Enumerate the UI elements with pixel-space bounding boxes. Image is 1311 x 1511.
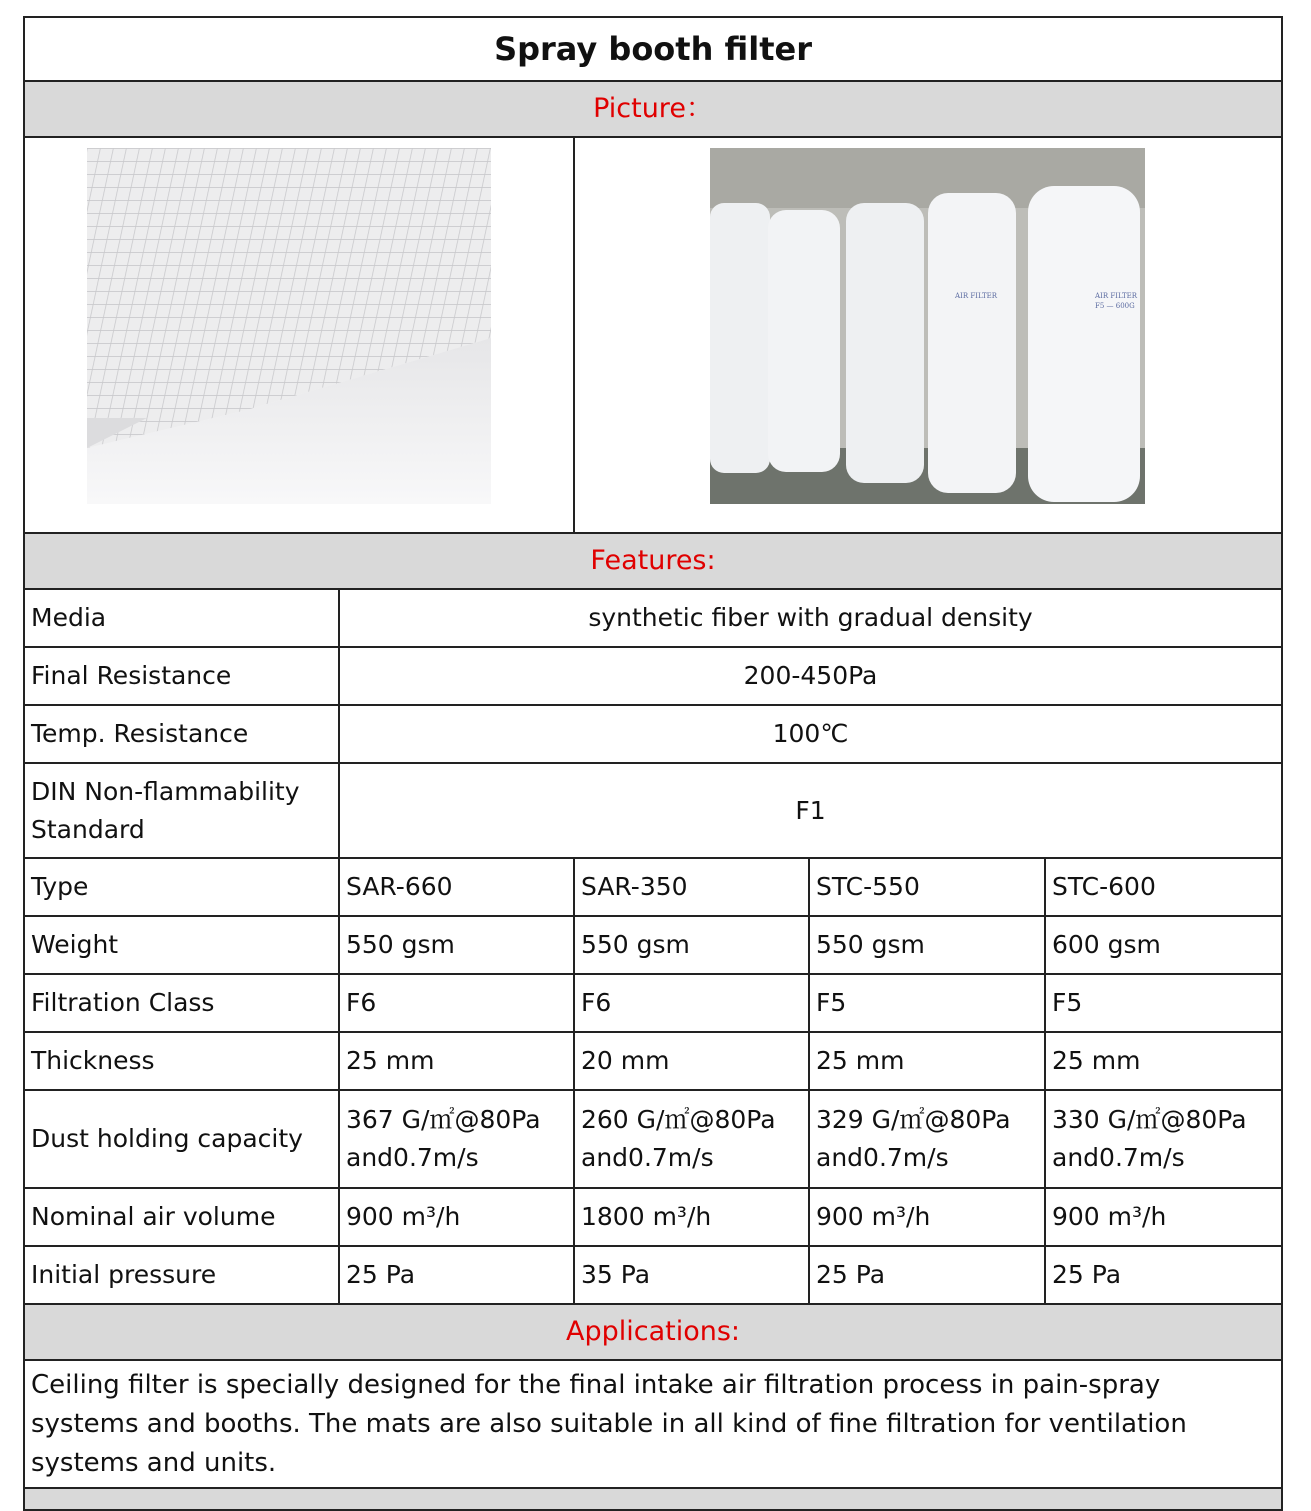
feature-value: F1 [339, 763, 1282, 858]
spec-cell: STC-550 [809, 858, 1045, 916]
spec-cell: 25 mm [809, 1032, 1045, 1090]
filter-rolls-image [710, 148, 1145, 504]
feature-value: 100℃ [339, 705, 1282, 763]
spec-cell: SAR-660 [339, 858, 574, 916]
table-row [24, 916, 1282, 974]
spec-cell: 900 m³/h [339, 1188, 574, 1246]
spec-cell: 25 mm [339, 1032, 574, 1090]
spec-cell: 330 G/㎡@80Pa and0.7m/s [1045, 1090, 1282, 1188]
filter-mat-image [87, 148, 491, 504]
spec-label: Dust holding capacity [24, 1090, 339, 1188]
section-applications-header: Applications: [24, 1304, 1282, 1360]
spec-cell: F6 [339, 974, 574, 1032]
page-title: Spray booth filter [24, 17, 1282, 81]
spec-cell: 900 m³/h [809, 1188, 1045, 1246]
feature-label: Final Resistance [24, 647, 339, 705]
picture-left-cell [24, 137, 574, 533]
feature-label: Media [24, 589, 339, 647]
spec-label: Weight [24, 916, 339, 974]
feature-label: Temp. Resistance [24, 705, 339, 763]
table-row [24, 1188, 1282, 1246]
spec-label: Type [24, 858, 339, 916]
spec-cell: 25 mm [1045, 1032, 1282, 1090]
section-features-header: Features: [24, 533, 1282, 589]
spec-cell: 25 Pa [339, 1246, 574, 1304]
spec-cell: 600 gsm [1045, 916, 1282, 974]
table-row [24, 1246, 1282, 1304]
spec-cell: 20 mm [574, 1032, 809, 1090]
roll-print-text: AIR FILTER [1095, 292, 1138, 300]
picture-right-cell [574, 137, 1282, 533]
spec-label: Filtration Class [24, 974, 339, 1032]
spec-cell: 1800 m³/h [574, 1188, 809, 1246]
table-row [24, 974, 1282, 1032]
spec-cell: 25 Pa [1045, 1246, 1282, 1304]
spec-cell: 260 G/㎡@80Pa and0.7m/s [574, 1090, 809, 1188]
spec-cell: 25 Pa [809, 1246, 1045, 1304]
spec-cell: 550 gsm [809, 916, 1045, 974]
table-row [24, 858, 1282, 916]
feature-value: synthetic fiber with gradual density [339, 589, 1282, 647]
section-picture-header: Picture： [24, 81, 1282, 137]
spec-cell: SAR-350 [574, 858, 809, 916]
spec-sheet [23, 16, 1281, 1511]
spec-cell: 35 Pa [574, 1246, 809, 1304]
roll-print-text: AIR FILTER [955, 292, 998, 300]
spec-cell: F5 [1045, 974, 1282, 1032]
spec-label: Initial pressure [24, 1246, 339, 1304]
spec-label: Thickness [24, 1032, 339, 1090]
spec-cell: 900 m³/h [1045, 1188, 1282, 1246]
spec-cell: STC-600 [1045, 858, 1282, 916]
spec-table [23, 16, 1283, 1511]
feature-value: 200-450Pa [339, 647, 1282, 705]
roll-print-text: F5 — 600G [1095, 302, 1135, 310]
applications-text: Ceiling filter is specially designed for the final intake air filtration process in pain-spray systems and booths. The mats are also suitable in all kind of fine filtration for ventilation systems and units. [24, 1360, 1282, 1488]
feature-label: DIN Non-flammability Standard [24, 763, 339, 858]
spec-label: Nominal air volume [24, 1188, 339, 1246]
table-row [24, 1090, 1282, 1188]
spec-cell: 550 gsm [339, 916, 574, 974]
spec-cell: 329 G/㎡@80Pa and0.7m/s [809, 1090, 1045, 1188]
spec-cell: 367 G/㎡@80Pa and0.7m/s [339, 1090, 574, 1188]
spec-cell: 550 gsm [574, 916, 809, 974]
footer-band [24, 1488, 1282, 1510]
table-row [24, 1032, 1282, 1090]
spec-cell: F5 [809, 974, 1045, 1032]
spec-cell: F6 [574, 974, 809, 1032]
